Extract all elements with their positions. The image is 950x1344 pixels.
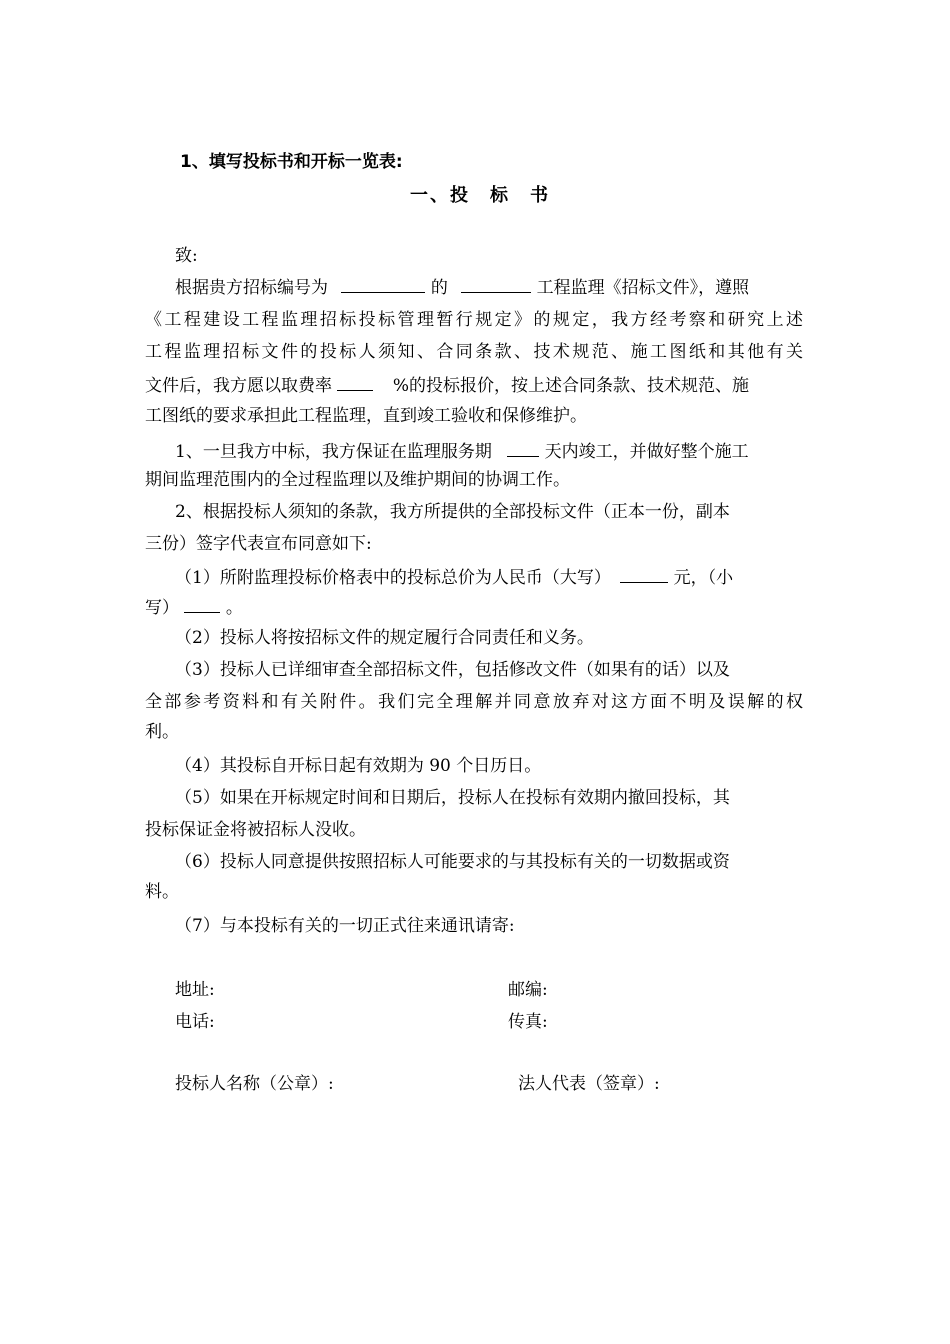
paragraph-1-line-2: 《工程建设工程监理招标投标管理暂行规定》的规定，我方经考察和研究上述 bbox=[145, 310, 803, 330]
postcode-label: 邮编: bbox=[508, 980, 548, 1000]
fee-rate-blank[interactable] bbox=[337, 374, 373, 391]
item-1-text-a: （1）所附监理投标价格表中的投标总价为人民币（大写） bbox=[175, 568, 611, 588]
p1-text-e: %的投标报价，按上述合同条款、技术规范、施 bbox=[392, 376, 749, 396]
p1-text-c: 工程监理《招标文件》，遵照 bbox=[536, 278, 750, 298]
fax-label: 传真: bbox=[508, 1012, 548, 1032]
item-1-text-c: 写） bbox=[145, 598, 179, 618]
bidder-name-label: 投标人名称（公章）: bbox=[175, 1074, 334, 1094]
item-3-line-3: 利。 bbox=[145, 722, 179, 742]
document-title: 一、投 标 书 bbox=[410, 185, 550, 206]
p2-text-b: 天内竣工，并做好整个施工 bbox=[544, 442, 749, 462]
legal-representative-label: 法人代表（签章）: bbox=[518, 1074, 660, 1094]
item-1-line-1 bbox=[175, 566, 733, 588]
p2-text-a: 1、一旦我方中标，我方保证在监理服务期 bbox=[175, 442, 492, 462]
address-label: 地址: bbox=[175, 980, 215, 1000]
item-1-line-2 bbox=[145, 596, 243, 618]
p1-text-d: 文件后，我方愿以取费率 bbox=[145, 376, 332, 396]
item-1-text-b: 元，（小 bbox=[673, 568, 734, 588]
p1-text-a: 根据贵方招标编号为 bbox=[175, 278, 328, 298]
paragraph-1-line-1 bbox=[175, 276, 749, 298]
item-6-line-1: （6）投标人同意提供按照招标人可能要求的与其投标有关的一切数据或资 bbox=[175, 852, 730, 872]
paragraph-2-line-2: 期间监理范围内的全过程监理以及维护期间的协调工作。 bbox=[145, 470, 570, 490]
paragraph-1-line-3: 工程监理招标文件的投标人须知、合同条款、技术规范、施工图纸和其他有关 bbox=[145, 342, 803, 362]
item-3-line-1: （3）投标人已详细审查全部招标文件，包括修改文件（如果有的话）以及 bbox=[175, 660, 730, 680]
section-heading: 1、填写投标书和开标一览表: bbox=[180, 152, 403, 172]
item-5-line-1: （5）如果在开标规定时间和日期后，投标人在投标有效期内撤回投标，其 bbox=[175, 788, 730, 808]
item-5-line-2: 投标保证金将被招标人没收。 bbox=[145, 820, 366, 840]
paragraph-1-line-5: 工图纸的要求承担此工程监理，直到竣工验收和保修维护。 bbox=[145, 406, 587, 426]
total-price-uppercase-blank[interactable] bbox=[620, 566, 668, 583]
p1-text-b: 的 bbox=[430, 278, 448, 298]
phone-label: 电话: bbox=[175, 1012, 215, 1032]
paragraph-3-line-2: 三份）签字代表宣布同意如下: bbox=[145, 534, 372, 554]
item-1-text-d: 。 bbox=[225, 598, 243, 618]
paragraph-2-line-1 bbox=[175, 440, 749, 462]
item-2: （2）投标人将按招标文件的规定履行合同责任和义务。 bbox=[175, 628, 594, 648]
item-3-line-2: 全部参考资料和有关附件。我们完全理解并同意放弃对这方面不明及误解的权 bbox=[145, 692, 803, 712]
tender-number-blank[interactable] bbox=[341, 276, 425, 293]
paragraph-1-line-4 bbox=[145, 374, 749, 396]
item-7: （7）与本投标有关的一切正式往来通讯请寄: bbox=[175, 916, 515, 936]
paragraph-3-line-1: 2、根据投标人须知的条款，我方所提供的全部投标文件（正本一份，副本 bbox=[175, 502, 730, 522]
service-days-blank[interactable] bbox=[507, 440, 539, 457]
total-price-numeric-blank[interactable] bbox=[184, 596, 220, 613]
item-6-line-2: 料。 bbox=[145, 882, 179, 902]
project-name-blank[interactable] bbox=[461, 276, 531, 293]
item-4: （4）其投标自开标日起有效期为 90 个日历日。 bbox=[175, 756, 542, 776]
salutation: 致: bbox=[175, 246, 198, 266]
